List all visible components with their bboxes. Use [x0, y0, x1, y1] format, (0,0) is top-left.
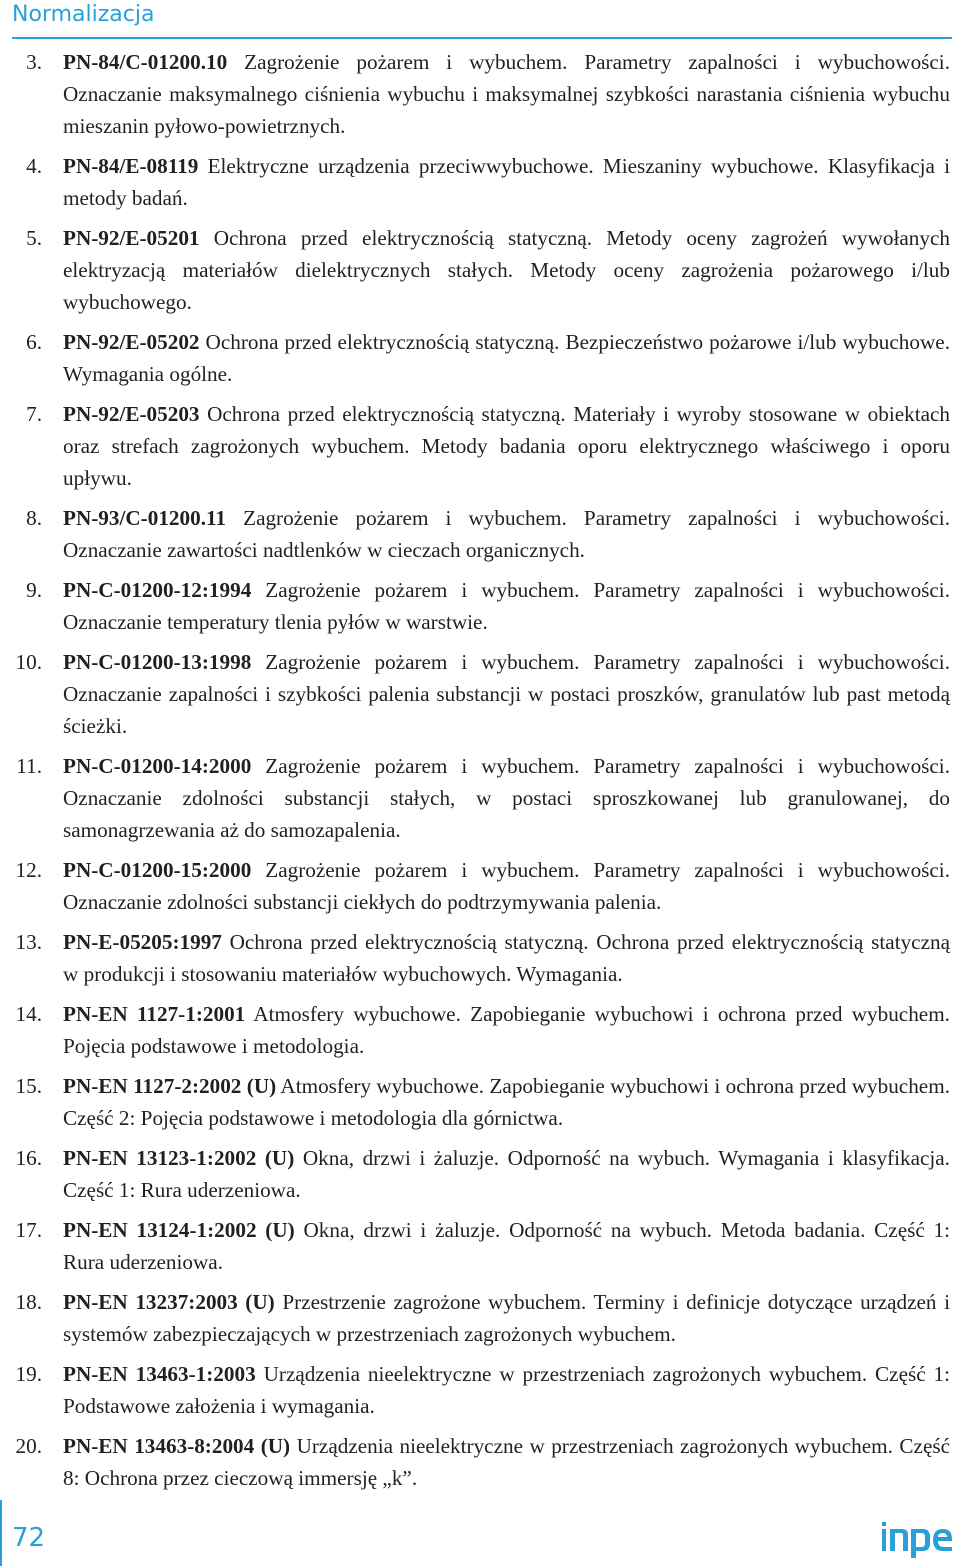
standard-title: Ochrona przed elektrycznością statyczną. Metody oceny zagrożeń wywołanych elektryzacją materiałów dielektrycznych stałych. Metody oceny zagrożenia pożarowego i/lub wybuchowego. [63, 226, 950, 314]
reference-number: 9. [26, 578, 42, 602]
page-header [12, 0, 952, 40]
standard-title: Urządzenia nieelektryczne w przestrzeniach zagrożonych wybuchem. Część 8: Ochrona przez cieczową immersję „k”. [63, 1434, 950, 1490]
standard-code: PN-EN 13463-8:2004 (U) [63, 1434, 291, 1458]
standard-title: Okna, drzwi i żaluzje. Odporność na wybuch. Wymagania i klasyfikacja. Część 1: Rura uderzeniowa. [63, 1146, 950, 1202]
references-section [0, 46, 960, 1502]
standard-code: PN-84/C-01200.10 [63, 50, 228, 74]
section-title: Normalizacja [12, 2, 155, 27]
reference-number: 16. [15, 1146, 42, 1170]
standard-code: PN-EN 1127-2:2002 (U) [63, 1074, 277, 1098]
standard-title: Ochrona przed elektrycznością statyczną. Bezpieczeństwo pożarowe i/lub wybuchowe. Wymagania ogólne. [63, 330, 950, 386]
standard-code: PN-93/C-01200.11 [63, 506, 227, 530]
reference-item [0, 574, 960, 638]
standard-code: PN-EN 1127-1:2001 [63, 1002, 246, 1026]
standard-title: Urządzenia nieelektryczne w przestrzeniach zagrożonych wybuchem. Część 1: Podstawowe założenia i wymagania. [63, 1362, 951, 1418]
standard-code: PN-C-01200-14:2000 [63, 754, 252, 778]
reference-number: 13. [15, 930, 42, 954]
standard-title: Zagrożenie pożarem i wybuchem. Parametry zapalności i wybuchowości. Oznaczanie zdolności substancji ciekłych do podtrzymywania palenia. [63, 858, 950, 914]
reference-number: 19. [15, 1362, 42, 1386]
reference-number: 11. [16, 754, 42, 778]
footer-rule [0, 1500, 2, 1566]
standard-title: Atmosfery wybuchowe. Zapobieganie wybuchowi i ochrona przed wybuchem. Część 2: Pojęcia podstawowe i metodologia dla górnictwa. [63, 1074, 950, 1130]
standard-title: Przestrzenie zagrożone wybuchem. Terminy i definicje dotyczące urządzeń i systemów zabezpieczających w przestrzeniach zagrożonych wybuchem. [63, 1290, 950, 1346]
reference-item [0, 150, 960, 214]
standard-title: Zagrożenie pożarem i wybuchem. Parametry zapalności i wybuchowości. Oznaczanie zapalności i szybkości palenia substancji w postaci proszków, granulatów lub past metodą ścieżki. [63, 650, 950, 738]
reference-number: 7. [26, 402, 42, 426]
reference-number: 4. [26, 154, 42, 178]
reference-number: 3. [26, 50, 42, 74]
header-rule [12, 37, 952, 39]
standard-title: Atmosfery wybuchowe. Zapobieganie wybuchowi i ochrona przed wybuchem. Pojęcia podstawowe i metodologia. [63, 1002, 950, 1058]
reference-number: 12. [15, 858, 42, 882]
reference-item [0, 998, 960, 1062]
reference-number: 10. [15, 650, 42, 674]
standard-code: PN-EN 13124-1:2002 (U) [63, 1218, 295, 1242]
reference-item [0, 502, 960, 566]
standard-title: Elektryczne urządzenia przeciwwybuchowe. Mieszaniny wybuchowe. Klasyfikacja i metody badań. [63, 154, 950, 210]
reference-item [0, 646, 960, 742]
reference-item [0, 46, 960, 142]
reference-item [0, 854, 960, 918]
reference-item [0, 750, 960, 846]
standard-title: Ochrona przed elektrycznością statyczną. Ochrona przed elektrycznością statyczną w produkcji i stosowaniu materiałów wybuchowych. Wymagania. [63, 930, 950, 986]
reference-number: 18. [15, 1290, 42, 1314]
page-number: 72 [12, 1523, 46, 1553]
standard-code: PN-C-01200-12:1994 [63, 578, 252, 602]
standard-code: PN-C-01200-15:2000 [63, 858, 252, 882]
reference-number: 20. [15, 1434, 42, 1458]
reference-number: 6. [26, 330, 42, 354]
standard-code: PN-EN 13463-1:2003 [63, 1362, 256, 1386]
standard-title: Zagrożenie pożarem i wybuchem. Parametry zapalności i wybuchowości. Oznaczanie zdolności substancji stałych, w postaci sproszkowanej lub granulowanej, do samonagrzewania aż do samozapalenia. [63, 754, 950, 842]
reference-item [0, 1286, 960, 1350]
reference-item [0, 1070, 960, 1134]
standard-code: PN-92/E-05202 [63, 330, 200, 354]
reference-item [0, 326, 960, 390]
reference-number: 5. [26, 226, 42, 250]
reference-number: 17. [15, 1218, 42, 1242]
reference-number: 8. [26, 506, 42, 530]
reference-number: 15. [15, 1074, 42, 1098]
reference-item [0, 222, 960, 318]
standard-code: PN-C-01200-13:1998 [63, 650, 252, 674]
standard-code: PN-EN 13237:2003 (U) [63, 1290, 275, 1314]
standard-code: PN-EN 13123-1:2002 (U) [63, 1146, 295, 1170]
inpe-logo-icon [880, 1520, 954, 1558]
standard-code: PN-E-05205:1997 [63, 930, 222, 954]
standard-title: Zagrożenie pożarem i wybuchem. Parametry zapalności i wybuchowości. Oznaczanie maksymalnego ciśnienia wybuchu i maksymalnej szybkości narastania ciśnienia wybuchu mieszanin pyłowo-powietrznych. [63, 50, 950, 138]
reference-item [0, 398, 960, 494]
standard-code: PN-92/E-05203 [63, 402, 200, 426]
standard-title: Ochrona przed elektrycznością statyczną. Materiały i wyroby stosowane w obiektach oraz strefach zagrożonych wybuchem. Metody badania oporu elektrycznego właściwego i oporu upływu. [63, 402, 950, 490]
reference-item [0, 1214, 960, 1278]
standard-code: PN-92/E-05201 [63, 226, 200, 250]
standard-title: Zagrożenie pożarem i wybuchem. Parametry zapalności i wybuchowości. Oznaczanie zawartości nadtlenków w cieczach organicznych. [63, 506, 950, 562]
standard-code: PN-84/E-08119 [63, 154, 199, 178]
reference-item [0, 1142, 960, 1206]
reference-number: 14. [15, 1002, 42, 1026]
reference-item [0, 1358, 960, 1422]
reference-item [0, 1430, 960, 1494]
references-list [0, 46, 960, 1494]
standard-title: Zagrożenie pożarem i wybuchem. Parametry zapalności i wybuchowości. Oznaczanie temperatury tlenia pyłów w warstwie. [63, 578, 950, 634]
reference-item [0, 926, 960, 990]
standard-title: Okna, drzwi i żaluzje. Odporność na wybuch. Metoda badania. Część 1: Rura uderzeniowa. [63, 1218, 950, 1274]
